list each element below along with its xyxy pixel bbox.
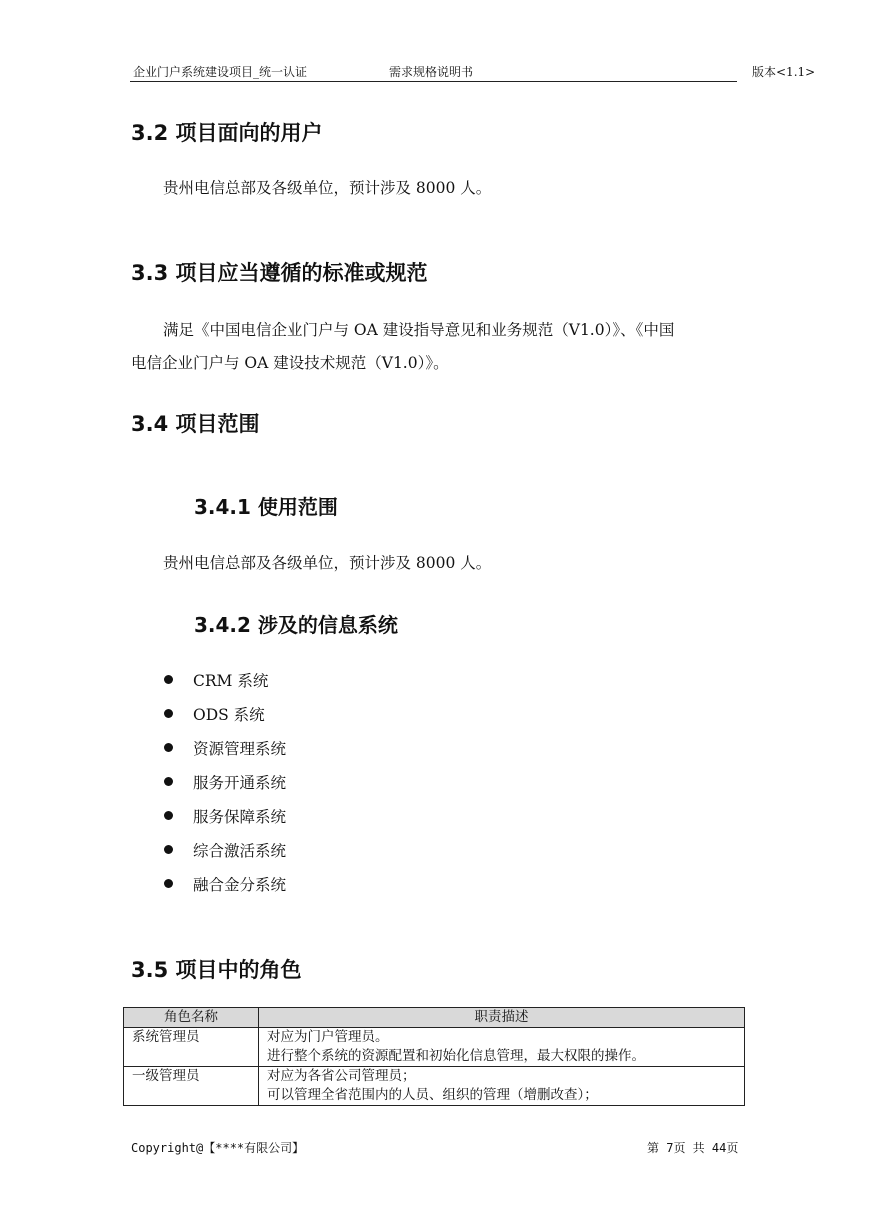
bullet-icon xyxy=(164,879,173,888)
duty-line: 对应为门户管理员。 xyxy=(267,1029,389,1045)
section-3-4-1-heading: 3.4.1 使用范围 xyxy=(194,495,338,519)
duty-line: 可以管理全省范围内的人员、组织的管理（增删改查）； xyxy=(267,1087,598,1103)
list-item-label: 服务保障系统 xyxy=(193,808,287,826)
duty-line: 进行整个系统的资源配置和初始化信息管理，最大权限的操作。 xyxy=(267,1048,645,1064)
duty-cell xyxy=(259,1067,745,1106)
bullet-icon xyxy=(164,709,173,718)
column-header-duty: 职责描述 xyxy=(259,1008,745,1028)
section-3-3-heading: 3.3 项目应当遵循的标准或规范 xyxy=(131,261,428,285)
list-item-label: ODS 系统 xyxy=(193,706,265,724)
section-3-4-1-body: 贵州电信总部及各级单位，预计涉及 8000 人。 xyxy=(163,554,492,572)
section-3-3-body-line1: 满足《中国电信企业门户与 OA 建设指导意见和业务规范（V1.0）》、《中国 xyxy=(163,321,675,339)
header-version: 版本<1.1> xyxy=(752,65,816,79)
bullet-icon xyxy=(164,845,173,854)
list-item-label: 资源管理系统 xyxy=(193,740,287,758)
table-row xyxy=(124,1028,745,1067)
table-row xyxy=(124,1067,745,1106)
list-item-label: 服务开通系统 xyxy=(193,774,287,792)
section-3-2-body: 贵州电信总部及各级单位，预计涉及 8000 人。 xyxy=(163,179,492,197)
duty-line: 对应为各省公司管理员； xyxy=(267,1068,416,1084)
bullet-icon xyxy=(164,811,173,820)
section-3-3-body-line2: 电信企业门户与 OA 建设技术规范（V1.0）》。 xyxy=(131,354,449,372)
section-3-2-heading: 3.2 项目面向的用户 xyxy=(131,121,323,145)
list-item-label: CRM 系统 xyxy=(193,672,269,690)
section-3-5-heading: 3.5 项目中的角色 xyxy=(131,958,302,982)
header-divider xyxy=(130,81,737,82)
section-3-4-heading: 3.4 项目范围 xyxy=(131,412,260,436)
column-header-role: 角色名称 xyxy=(124,1008,259,1028)
list-item-label: 综合激活系统 xyxy=(193,842,287,860)
header-doc-type: 需求规格说明书 xyxy=(389,65,474,79)
role-name-cell: 一级管理员 xyxy=(124,1067,259,1106)
bullet-icon xyxy=(164,777,173,786)
bullet-icon xyxy=(164,675,173,684)
list-item-label: 融合金分系统 xyxy=(193,876,287,894)
role-name-cell: 系统管理员 xyxy=(124,1028,259,1067)
duty-cell xyxy=(259,1028,745,1067)
roles-table xyxy=(123,1007,745,1106)
section-3-4-2-heading: 3.4.2 涉及的信息系统 xyxy=(194,613,398,637)
bullet-icon xyxy=(164,743,173,752)
footer-page-number: 第 7页 共 44页 xyxy=(647,1141,739,1155)
footer-copyright: Copyright@【****有限公司】 xyxy=(131,1141,305,1155)
header-project-name: 企业门户系统建设项目_统一认证 xyxy=(133,65,308,79)
table-header-row xyxy=(124,1008,745,1028)
